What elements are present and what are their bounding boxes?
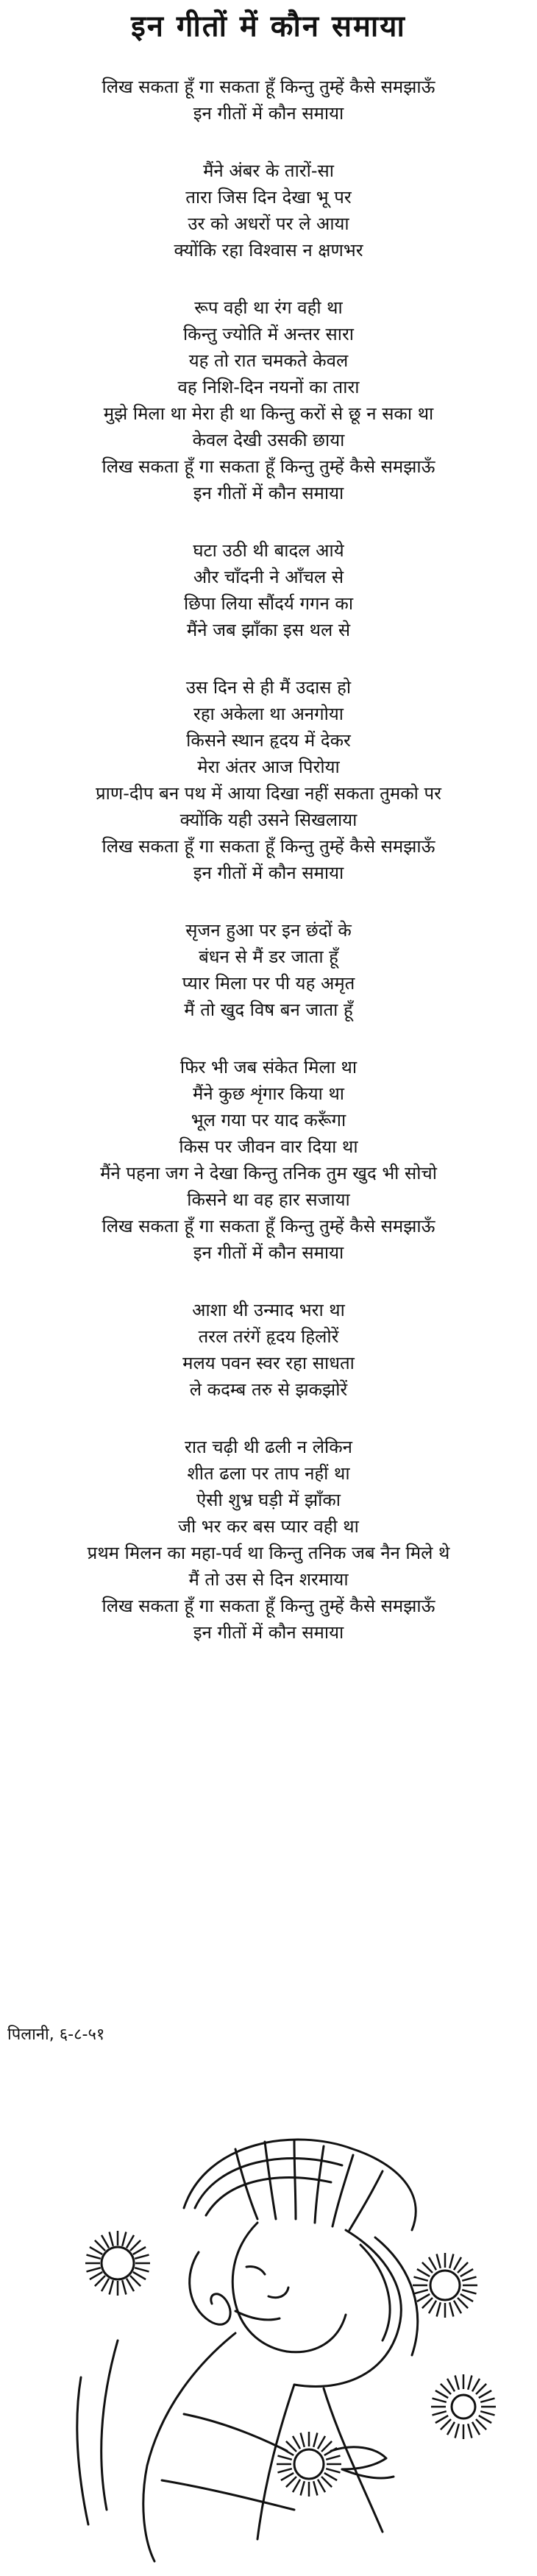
stanza <box>0 1434 537 1646</box>
place-date: पिलानी, ६-८-५१ <box>7 2025 105 2044</box>
poem-title: इन गीतों में कौन समाया <box>131 10 406 43</box>
poem-line: किन्तु ज्योति में अन्तर सारा <box>182 324 355 344</box>
poem-line: और चाँदनी ने आँचल से <box>193 567 344 587</box>
poem-line: रहा अकेला था अनगोया <box>193 704 344 724</box>
poem-line: प्राण-दीप बन पथ में आया दिखा नहीं सकता तुमको पर <box>96 783 441 804</box>
poem-line: सृजन हुआ पर इन छंदों के <box>185 920 352 941</box>
stanza <box>0 674 537 886</box>
poem-line: ऐसी शुभ्र घड़ी में झाँका <box>196 1490 341 1510</box>
poem-line: तारा जिस दिन देखा भू पर <box>185 187 352 208</box>
poem-line: भूल गया पर याद करूँगा <box>191 1110 346 1130</box>
poem-line: लिख सकता हूँ गा सकता हूँ किन्तु तुम्हें कैसे समझाऊँ <box>102 77 435 97</box>
poem-line: इन गीतों में कौन समाया <box>193 483 344 503</box>
poem-line: किस पर जीवन वार दिया था <box>179 1136 358 1157</box>
poem-line: मैंने पहना जग ने देखा किन्तु तनिक तुम खुद भी सोचो <box>100 1163 437 1183</box>
poem-line: किसने स्थान हृदय में देकर <box>186 730 351 751</box>
poem-line: प्रथम मिलन का महा-पर्व था किन्तु तनिक जब नैन मिले थे <box>87 1543 450 1563</box>
poem-line: लिख सकता हूँ गा सकता हूँ किन्तु तुम्हें कैसे समझाऊँ <box>102 836 435 857</box>
poem-line: लिख सकता हूँ गा सकता हूँ किन्तु तुम्हें कैसे समझाऊँ <box>102 456 435 477</box>
poem-line: लिख सकता हूँ गा सकता हूँ किन्तु तुम्हें कैसे समझाऊँ <box>102 1216 435 1236</box>
stanza <box>0 1054 537 1266</box>
poem-line: मेरा अंतर आज पिरोया <box>197 757 340 777</box>
poem-line: क्योंकि रहा विश्वास न क्षणभर <box>174 240 363 261</box>
poem-line: बंधन से मैं डर जाता हूँ <box>199 946 338 967</box>
poem-line: मैं तो खुद विष बन जाता हूँ <box>184 999 353 1020</box>
poem-line: उस दिन से ही मैं उदास हो <box>185 677 352 698</box>
stanza <box>0 917 537 1023</box>
poem-line: प्यार मिला पर पी यह अमृत <box>182 973 355 994</box>
poem-line: मुझे मिला था मेरा ही था किन्तु करों से छू न सका था <box>103 403 434 424</box>
stanza <box>0 294 537 506</box>
poem-line: इन गीतों में कौन समाया <box>193 1242 344 1263</box>
poem-line: इन गीतों में कौन समाया <box>193 1622 344 1643</box>
poem-line: मैं तो उस से दिन शरमाया <box>188 1569 349 1590</box>
poem-line: यह तो रात चमकते केवल <box>188 350 349 371</box>
poem-line: शीत ढला पर ताप नहीं था <box>187 1463 350 1484</box>
poem-line: फिर भी जब संकेत मिला था <box>179 1057 358 1078</box>
stanza <box>0 537 537 643</box>
poem-line: रूप वही था रंग वही था <box>194 297 343 318</box>
stanza <box>0 74 537 127</box>
poem-line: ले कदम्ब तरु से झकझोरें <box>189 1379 348 1400</box>
stanza <box>0 1297 537 1403</box>
poem-line: वह निशि-दिन नयनों का तारा <box>177 377 360 397</box>
poem-line: किसने था वह हार सजाया <box>187 1189 350 1210</box>
poem-line: मलय पवन स्वर रहा साधता <box>182 1353 355 1373</box>
line-art-illustration <box>15 2098 530 2569</box>
poem-line: आशा थी उन्माद भरा था <box>192 1300 345 1320</box>
poem-line: छिपा लिया सौंदर्य गगन का <box>183 593 354 614</box>
poem-line: क्योंकि यही उसने सिखलाया <box>179 810 358 830</box>
poem-line: तरल तरंगें हृदय हिलोरें <box>198 1326 339 1347</box>
poem-line: मैंने जब झाँका इस थल से <box>186 620 351 640</box>
stanza <box>0 158 537 263</box>
poem-line: इन गीतों में कौन समाया <box>193 863 344 883</box>
poem-line: उर को अधरों पर ले आया <box>188 213 349 234</box>
poem-line: जी भर कर बस प्यार वही था <box>178 1516 359 1537</box>
poem-line: मैंने कुछ शृंगार किया था <box>192 1083 345 1104</box>
poem-line: घटा उठी थी बादल आये <box>193 540 344 561</box>
poem-line: लिख सकता हूँ गा सकता हूँ किन्तु तुम्हें कैसे समझाऊँ <box>102 1596 435 1616</box>
poem-body <box>0 74 537 1646</box>
poem-line: रात चढ़ी थी ढली न लेकिन <box>185 1437 352 1457</box>
poem-line: मैंने अंबर के तारों-सा <box>203 160 334 181</box>
poem-line: केवल देखी उसकी छाया <box>192 430 345 450</box>
poem-line: इन गीतों में कौन समाया <box>193 103 344 124</box>
